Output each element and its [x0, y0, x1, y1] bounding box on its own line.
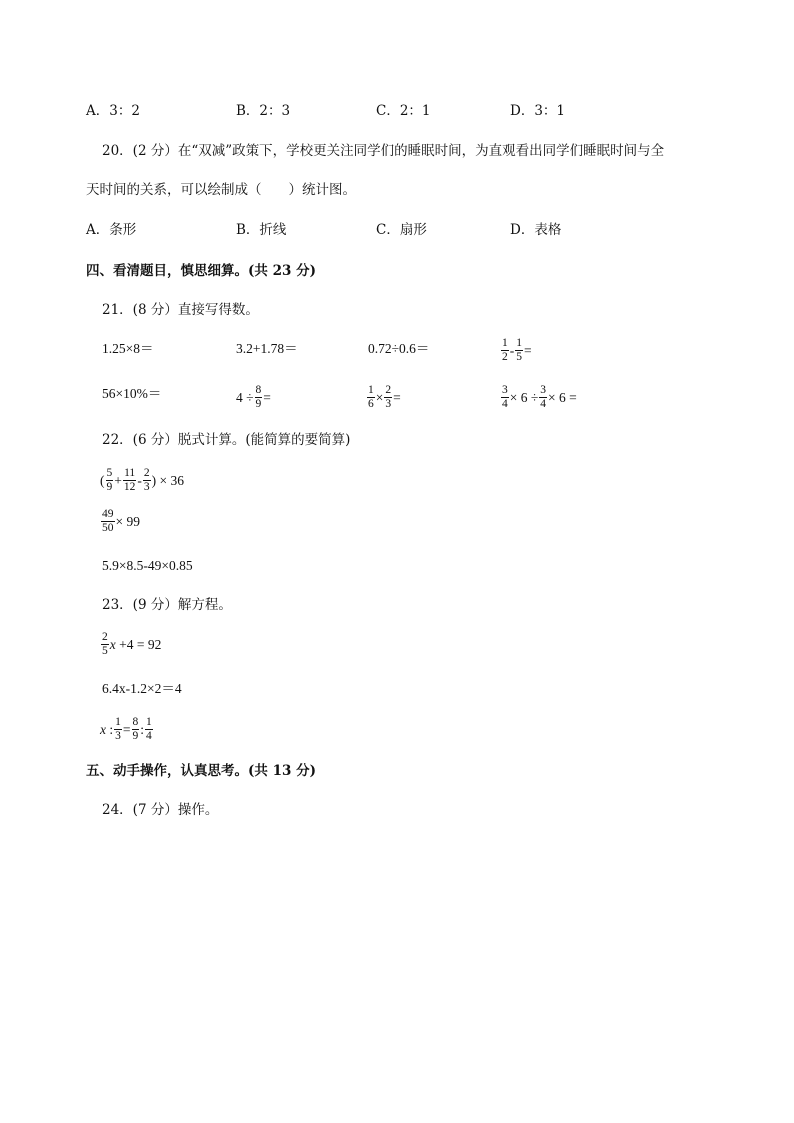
q20-option-a: A．条形: [86, 222, 137, 238]
q21-item-1: 1.25×8＝: [102, 341, 154, 356]
q20-option-d: D．表格: [510, 222, 562, 238]
q21-item-6: 4 ÷ $\frac{8}{9}$ =: [236, 384, 271, 410]
q21-title: 21．(8 分）直接写得数。: [102, 302, 259, 318]
q23-equation-3: x : $\frac{1}{3}$ = $\frac{8}{9}$ : $\frac{1}{4}$: [100, 716, 152, 742]
q24-title: 24．(7 分）操作。: [102, 802, 219, 818]
section-4-heading: 四、看清题目，慎思细算。(共 23 分): [86, 263, 316, 279]
q22-title: 22．(6 分）脱式计算。(能简算的要简算): [102, 432, 351, 448]
q22-expr-2: $\frac{49}{50}$ × 99: [102, 508, 140, 534]
q23-equation-2: 6.4x-1.2×2＝4: [102, 681, 182, 696]
q19-option-b: B．2：3: [236, 103, 291, 119]
q21-item-2: 3.2+1.78＝: [236, 341, 298, 356]
q23-title: 23．(9 分）解方程。: [102, 597, 232, 613]
q21-item-7: $\frac{1}{6}$ × $\frac{2}{3}$ =: [368, 384, 401, 410]
q20-option-b: B．折线: [236, 222, 287, 238]
section-5-heading: 五、动手操作，认真思考。(共 13 分): [86, 763, 316, 779]
q21-item-3: 0.72÷0.6＝: [368, 341, 430, 356]
q19-option-a: A．3：2: [86, 103, 140, 119]
q19-option-d: D．3：1: [510, 103, 566, 119]
q20-option-c: C．扇形: [376, 222, 427, 238]
q21-item-5: 56×10%＝: [102, 386, 162, 401]
q20-stem-line2: 天时间的关系，可以绘制成（ ）统计图。: [86, 182, 356, 198]
q21-item-8: $\frac{3}{4}$ × 6 ÷ $\frac{3}{4}$ × 6 =: [502, 384, 577, 410]
q20-stem-line1: 20．(2 分）在“双减”政策下，学校更关注同学们的睡眠时间，为直观看出同学们睡眠时间与全: [102, 143, 665, 159]
q22-expr-3: 5.9×8.5-49×0.85: [102, 558, 193, 573]
q22-expr-1: ( $\frac{5}{9}$ + $\frac{11}{12}$ - $\frac{2}{3}$ ) × 36: [100, 467, 184, 493]
q23-equation-1: $\frac{2}{5}$ x +4 = 92: [102, 631, 162, 657]
q21-item-4: $\frac{1}{2}$ - $\frac{1}{5}$ =: [502, 337, 532, 363]
q19-option-c: C．2：1: [376, 103, 431, 119]
